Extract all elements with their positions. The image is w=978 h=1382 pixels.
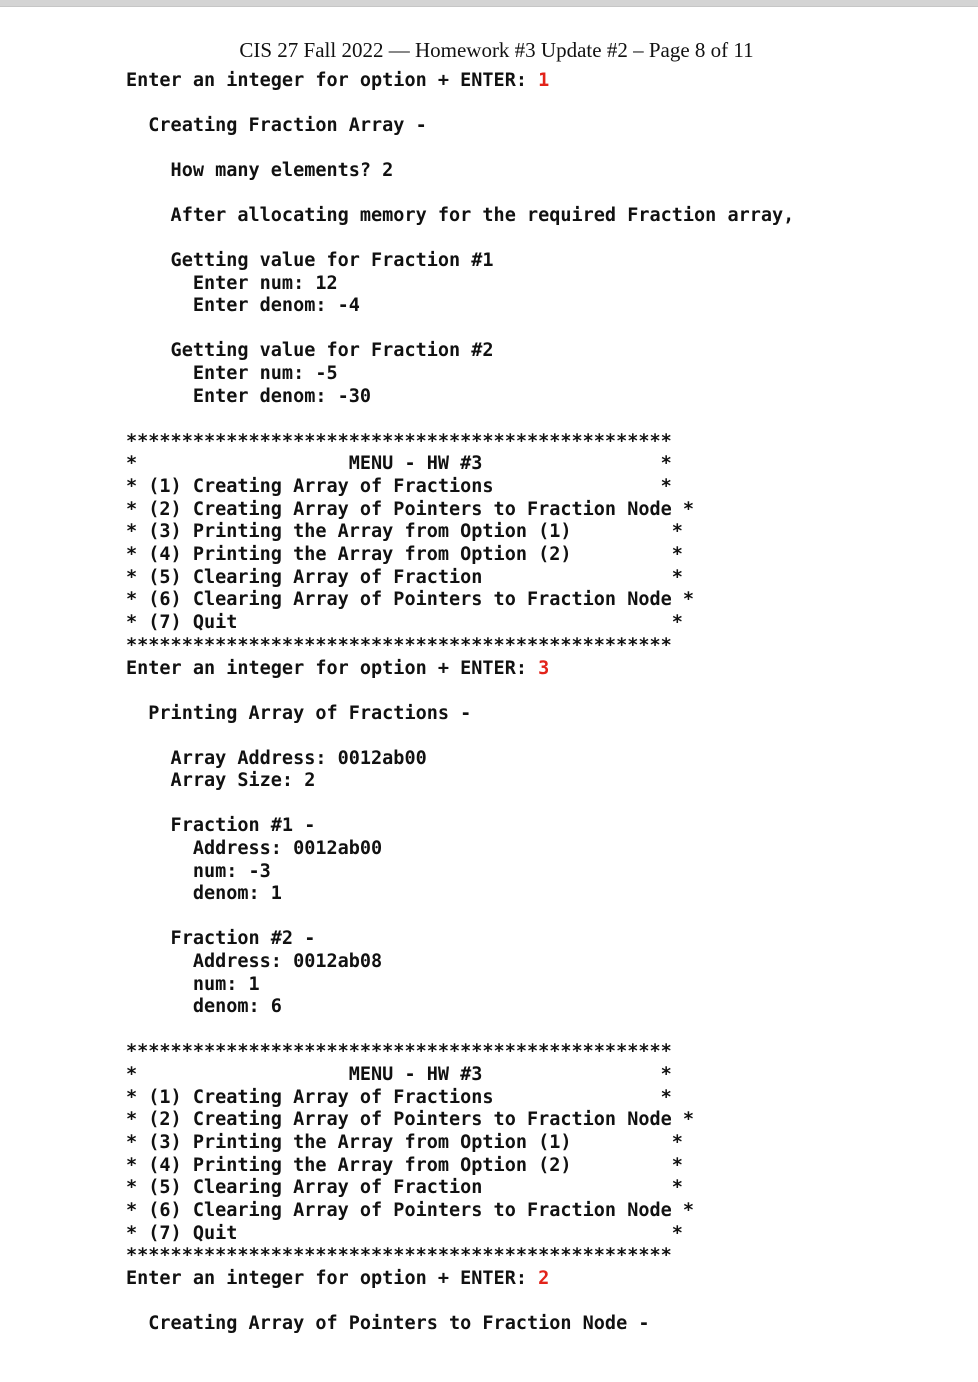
blank-line <box>126 228 794 250</box>
menu-item: * (3) Printing the Array from Option (1) * <box>126 1132 683 1154</box>
blank-line <box>126 680 794 702</box>
prompt-text: Enter an integer for option + ENTER: <box>126 1268 539 1290</box>
fraction-address: Address: 0012ab00 <box>126 837 383 859</box>
menu-item: * (6) Clearing Array of Pointers to Fraction Node * <box>126 589 695 611</box>
fraction-heading: Getting value for Fraction #2 <box>126 340 494 362</box>
fraction-denom: Enter denom: -4 <box>126 295 360 317</box>
page-header: CIS 27 Fall 2022 — Homework #3 Update #2 – Page 8 of 11 <box>239 38 754 62</box>
menu-item: * (7) Quit * <box>126 1222 683 1244</box>
blank-line <box>126 318 794 340</box>
menu-border: ************************************************* <box>126 430 672 452</box>
section-title: Printing Array of Fractions - <box>126 702 472 724</box>
console-output <box>126 70 794 1336</box>
blank-line <box>126 1019 794 1041</box>
blank-line <box>126 183 794 205</box>
menu-item: * (7) Quit * <box>126 612 683 634</box>
section-title: Creating Fraction Array - <box>126 114 427 136</box>
blank-line <box>126 1291 794 1313</box>
user-input: 1 <box>538 70 550 91</box>
menu-item: * (1) Creating Array of Fractions * <box>126 476 672 498</box>
after-alloc-line: After allocating memory for the required Fraction array, <box>126 204 795 226</box>
fraction-denom: denom: 1 <box>126 883 282 905</box>
menu-border: ************************************************* <box>126 634 672 656</box>
blank-line <box>126 906 794 928</box>
menu-item: * (5) Clearing Array of Fraction * <box>126 1177 683 1199</box>
fraction-num: Enter num: 12 <box>126 272 338 294</box>
menu-border: ************************************************* <box>126 1041 672 1063</box>
fraction-heading: Fraction #1 - <box>126 815 316 837</box>
fraction-num: num: -3 <box>126 860 271 882</box>
menu-item: * (1) Creating Array of Fractions * <box>126 1086 672 1108</box>
menu-title: * MENU - HW #3 * <box>126 1063 672 1085</box>
fraction-denom: Enter denom: -30 <box>126 385 372 407</box>
user-input: 2 <box>538 1268 550 1290</box>
fraction-heading: Fraction #2 - <box>126 928 316 950</box>
prompt-line-3 <box>126 1268 794 1291</box>
prompt-text: Enter an integer for option + ENTER: <box>126 657 539 679</box>
menu-item: * (3) Printing the Array from Option (1) * <box>126 521 683 543</box>
menu-item: * (6) Clearing Array of Pointers to Fraction Node * <box>126 1200 695 1222</box>
array-address-line: Array Address: 0012ab00 <box>126 747 427 769</box>
blank-line <box>126 793 794 815</box>
blank-line <box>126 408 794 430</box>
prompt-line-2 <box>126 658 794 681</box>
prompt-line-1 <box>126 70 794 93</box>
how-many-line: How many elements? 2 <box>126 159 394 181</box>
blank-line <box>126 725 794 747</box>
array-size-line: Array Size: 2 <box>126 770 316 792</box>
blank-line <box>126 93 794 115</box>
menu-item: * (2) Creating Array of Pointers to Fraction Node * <box>126 1109 695 1131</box>
fraction-denom: denom: 6 <box>126 996 282 1018</box>
fraction-heading: Getting value for Fraction #1 <box>126 249 494 271</box>
menu-border: ************************************************* <box>126 1245 672 1267</box>
blank-line <box>126 138 794 160</box>
menu-item: * (2) Creating Array of Pointers to Fraction Node * <box>126 498 695 520</box>
menu-item: * (4) Printing the Array from Option (2) * <box>126 1154 683 1176</box>
top-rule <box>0 0 978 7</box>
prompt-text: Enter an integer for option + ENTER: <box>126 70 539 91</box>
menu-title: * MENU - HW #3 * <box>126 453 672 475</box>
fraction-address: Address: 0012ab08 <box>126 950 383 972</box>
section-title: Creating Array of Pointers to Fraction Node - <box>126 1313 650 1335</box>
menu-item: * (5) Clearing Array of Fraction * <box>126 566 683 588</box>
fraction-num: num: 1 <box>126 973 260 995</box>
user-input: 3 <box>538 657 550 679</box>
menu-item: * (4) Printing the Array from Option (2) * <box>126 544 683 566</box>
fraction-num: Enter num: -5 <box>126 362 338 384</box>
